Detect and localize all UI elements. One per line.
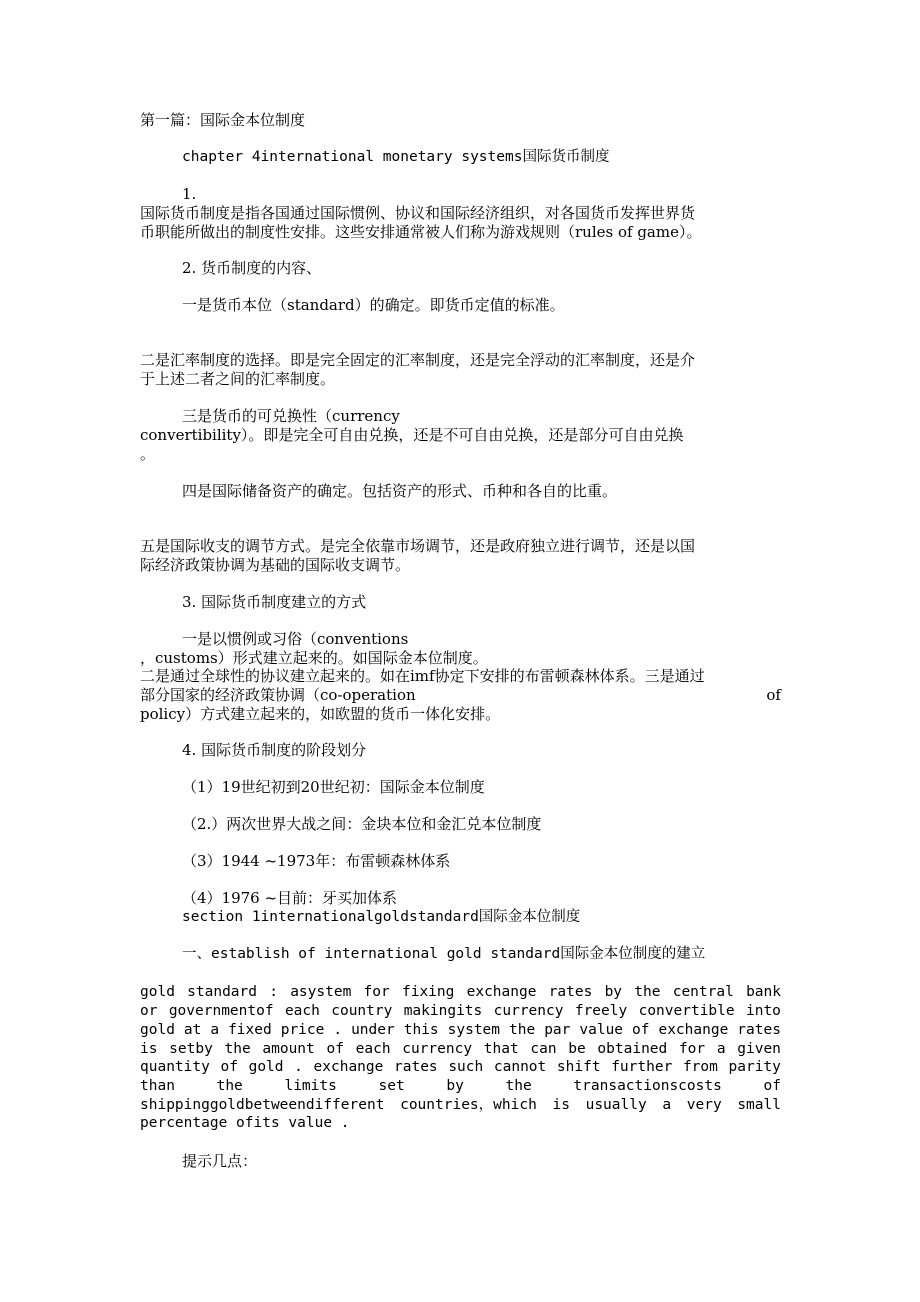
stage-item: （4）1976 ~目前：牙买加体系 xyxy=(182,889,398,907)
english-word: of xyxy=(326,1041,344,1057)
english-word: usually xyxy=(585,1097,647,1113)
english-paragraph-line xyxy=(140,1058,781,1077)
content-item-convertibility-line: 。 xyxy=(140,445,156,463)
english-word: shift xyxy=(556,1059,601,1075)
english-word: the xyxy=(509,1022,536,1038)
english-word: standard xyxy=(187,984,257,1000)
english-word: exchange xyxy=(466,984,537,1000)
item1-text-line: 币职能所做出的制度性安排。这些安排通常被人们称为游戏规则（rules of game）。 xyxy=(140,223,702,241)
english-word: country xyxy=(331,1003,393,1019)
english-word: central xyxy=(672,984,734,1000)
english-word: gold xyxy=(248,1059,284,1075)
english-word: of xyxy=(632,1022,650,1038)
way-item-line: 二是通过全球性的协议建立起来的。如在imf协定下安排的布雷顿森林体系。三是通过 xyxy=(140,667,705,685)
english-word: is xyxy=(552,1097,570,1113)
english-word: countries，which xyxy=(400,1097,537,1113)
english-word: amount xyxy=(262,1041,315,1057)
english-word: par xyxy=(544,1022,571,1038)
english-word: for xyxy=(678,1041,706,1057)
english-word: governmentof xyxy=(168,1003,274,1019)
english-word: by xyxy=(604,984,623,1000)
english-word: convertible xyxy=(638,1003,735,1019)
english-word: a xyxy=(716,1041,726,1057)
item1-number: 1. xyxy=(182,185,197,203)
hints-heading: 提示几点： xyxy=(182,1152,258,1170)
english-word: this xyxy=(403,1022,439,1038)
english-word: by xyxy=(446,1078,464,1094)
way-item-line: ，customs）形式建立起来的。如国际金本位制度。 xyxy=(140,649,488,667)
english-word: each xyxy=(355,1041,391,1057)
english-word: limits xyxy=(284,1078,337,1094)
english-word: cannot xyxy=(493,1059,547,1075)
english-word: or xyxy=(140,1003,158,1019)
english-word: bank xyxy=(746,984,781,1000)
content-item-convertibility-line: convertibility）。即是完全可自由兑换，还是不可自由兑换，还是部分可自由兑换 xyxy=(140,426,684,444)
english-paragraph-line xyxy=(140,1002,781,1021)
english-paragraph-line xyxy=(140,1077,781,1096)
document-title: 第一篇：国际金本位制度 xyxy=(140,111,306,129)
english-word: . xyxy=(333,1022,343,1038)
english-word: gold xyxy=(140,984,175,1000)
item3-heading: 3. 国际货币制度建立的方式 xyxy=(182,593,367,611)
english-word: price xyxy=(280,1022,325,1038)
content-item-adjustment-line: 五是国际收支的调节方式。是完全依靠市场调节，还是政府独立进行调节，还是以国 xyxy=(140,537,696,555)
content-item-reserves: 四是国际储备资产的确定。包括资产的形式、币种和各自的比重。 xyxy=(182,482,618,500)
english-word: value xyxy=(579,1022,624,1038)
english-word: gold xyxy=(140,1022,175,1038)
english-word: that xyxy=(483,1041,519,1057)
item2-heading: 2. 货币制度的内容、 xyxy=(182,259,322,277)
stage-item: （3）1944 ~1973年：布雷顿森林体系 xyxy=(182,852,451,870)
way-item-text: 部分国家的经济政策协调（co-operation xyxy=(140,686,416,704)
english-word: the xyxy=(505,1078,532,1094)
english-word: exchange xyxy=(658,1022,729,1038)
stage-item: （1）19世纪初到20世纪初：国际金本位制度 xyxy=(182,778,485,796)
english-word: be xyxy=(568,1041,586,1057)
way-item-line: 一是以惯例或习俗（conventions xyxy=(182,630,409,648)
content-item-standard: 一是货币本位（standard）的确定。即货币定值的标准。 xyxy=(182,296,565,314)
english-word: such xyxy=(448,1059,484,1075)
english-word: very xyxy=(686,1097,722,1113)
english-word: from xyxy=(682,1059,718,1075)
item1-text-line: 国际货币制度是指各国通过国际惯例、协议和国际经济组织，对各国货币发挥世界货 xyxy=(140,204,696,222)
english-word: of xyxy=(763,1078,781,1094)
english-word: asystem xyxy=(290,984,352,1000)
english-paragraph-line xyxy=(140,1096,781,1115)
english-word: currency xyxy=(402,1041,473,1057)
english-word: can xyxy=(530,1041,557,1057)
way-item-justified-line xyxy=(140,686,781,705)
english-word: quantity xyxy=(140,1059,210,1075)
english-word: of xyxy=(220,1059,238,1075)
english-word: shippinggoldbetweendifferent xyxy=(140,1097,385,1113)
english-word: than xyxy=(140,1078,175,1094)
english-paragraph-line xyxy=(140,1040,781,1059)
english-word: transactionscosts xyxy=(573,1078,722,1094)
english-paragraph-line: percentage ofits value . xyxy=(140,1115,350,1131)
chapter-heading: chapter 4international monetary systems国际货币制度 xyxy=(182,149,610,165)
english-word: exchange xyxy=(313,1059,384,1075)
english-word: a xyxy=(662,1097,672,1113)
english-word: rates xyxy=(737,1022,781,1038)
english-word: further xyxy=(611,1059,673,1075)
english-word: currency xyxy=(493,1003,564,1019)
english-word: each xyxy=(284,1003,320,1019)
english-paragraph-line xyxy=(140,1021,781,1040)
english-word: rates xyxy=(548,984,593,1000)
english-word: setby xyxy=(169,1041,213,1057)
subsection-heading: 一、establish of international gold standard国际金本位制度的建立 xyxy=(182,946,706,962)
item4-heading: 4. 国际货币制度的阶段划分 xyxy=(182,741,367,759)
english-word: rates xyxy=(394,1059,438,1075)
english-word: the xyxy=(224,1041,251,1057)
way-item-line: policy）方式建立起来的，如欧盟的货币一体化安排。 xyxy=(140,705,501,723)
english-word: a xyxy=(210,1022,220,1038)
english-word: small xyxy=(737,1097,781,1113)
english-word: freely xyxy=(574,1003,628,1019)
english-word: under xyxy=(351,1022,395,1038)
english-word: at xyxy=(183,1022,202,1038)
content-item-exchange-rate-line: 二是汇率制度的选择。即是完全固定的汇率制度，还是完全浮动的汇率制度，还是介 xyxy=(140,351,696,369)
content-item-adjustment-line: 际经济政策协调为基础的国际收支调节。 xyxy=(140,556,411,574)
english-word: the xyxy=(634,984,661,1000)
english-word: parity xyxy=(728,1059,781,1075)
english-word: given xyxy=(737,1041,781,1057)
content-item-exchange-rate-line: 于上述二者之间的汇率制度。 xyxy=(140,370,336,388)
english-word: the xyxy=(216,1078,243,1094)
section-heading: section 1internationalgoldstandard国际金本位制度 xyxy=(182,909,581,925)
english-word: is xyxy=(140,1041,158,1057)
way-item-text: of xyxy=(766,686,781,704)
english-word: into xyxy=(745,1003,781,1019)
english-word: : xyxy=(269,984,278,1000)
english-word: for xyxy=(363,984,390,1000)
english-word: fixing xyxy=(401,984,455,1000)
english-word: makingits xyxy=(403,1003,483,1019)
content-item-convertibility-line: 三是货币的可兑换性（currency xyxy=(182,407,400,425)
english-word: set xyxy=(378,1078,405,1094)
english-word: . xyxy=(294,1059,303,1075)
english-paragraph-line xyxy=(140,983,781,1002)
english-word: obtained xyxy=(597,1041,668,1057)
english-word: fixed xyxy=(228,1022,272,1038)
english-word: system xyxy=(447,1022,501,1038)
stage-item: （2.）两次世界大战之间：金块本位和金汇兑本位制度 xyxy=(182,815,542,833)
